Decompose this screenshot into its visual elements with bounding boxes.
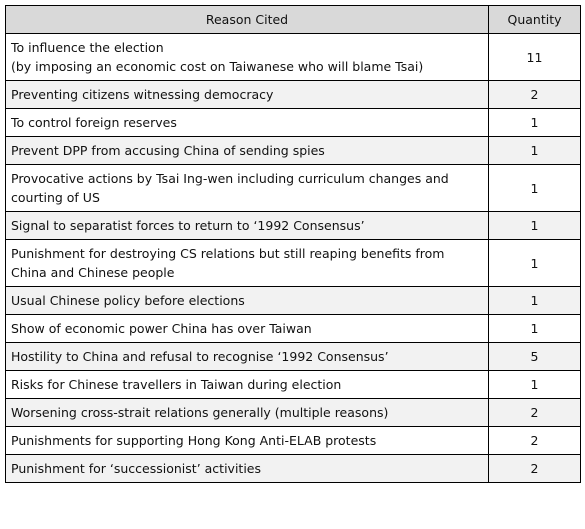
table-row	[6, 427, 581, 455]
reason-cell	[6, 212, 489, 240]
quantity-cell: 2	[489, 455, 581, 483]
reason-text: To control foreign reserves	[11, 115, 177, 130]
header-reason: Reason Cited	[6, 6, 489, 34]
reason-text: Punishment for destroying CS relations but still reaping benefits from	[11, 246, 445, 261]
reason-text: Prevent DPP from accusing China of sending spies	[11, 143, 325, 158]
quantity-cell: 1	[489, 371, 581, 399]
table-row	[6, 165, 581, 212]
quantity-cell: 1	[489, 109, 581, 137]
table-row	[6, 399, 581, 427]
reasons-table	[5, 5, 581, 483]
quantity-cell: 1	[489, 240, 581, 287]
table-body	[6, 34, 581, 483]
table-row	[6, 109, 581, 137]
reason-cell	[6, 34, 489, 81]
reason-text: Show of economic power China has over Taiwan	[11, 321, 312, 336]
reason-text: Usual Chinese policy before elections	[11, 293, 245, 308]
quantity-cell: 1	[489, 315, 581, 343]
quantity-cell: 1	[489, 137, 581, 165]
reason-cell	[6, 371, 489, 399]
reason-text: China and Chinese people	[11, 265, 175, 280]
reason-cell	[6, 287, 489, 315]
table-row	[6, 137, 581, 165]
table-header	[6, 6, 581, 34]
table-row	[6, 343, 581, 371]
reason-cell	[6, 455, 489, 483]
reason-text: (by imposing an economic cost on Taiwanese who will blame Tsai)	[11, 59, 424, 74]
reason-text: Provocative actions by Tsai Ing-wen including curriculum changes and	[11, 171, 449, 186]
reason-cell	[6, 137, 489, 165]
reason-text: Risks for Chinese travellers in Taiwan during election	[11, 377, 342, 392]
reason-text: Preventing citizens witnessing democracy	[11, 87, 274, 102]
table-row	[6, 287, 581, 315]
header-row	[6, 6, 581, 34]
reason-text: Punishments for supporting Hong Kong Anti-ELAB protests	[11, 433, 377, 448]
reasons-table-container	[5, 5, 581, 483]
quantity-cell: 1	[489, 212, 581, 240]
quantity-cell: 1	[489, 287, 581, 315]
table-row	[6, 455, 581, 483]
table-row	[6, 212, 581, 240]
table-row	[6, 315, 581, 343]
quantity-cell: 1	[489, 165, 581, 212]
reason-text: Punishment for ‘successionist’ activities	[11, 461, 261, 476]
table-row	[6, 240, 581, 287]
table-row	[6, 371, 581, 399]
quantity-cell: 5	[489, 343, 581, 371]
quantity-cell: 2	[489, 399, 581, 427]
header-quantity: Quantity	[489, 6, 581, 34]
reason-cell	[6, 427, 489, 455]
reason-cell	[6, 81, 489, 109]
reason-cell	[6, 343, 489, 371]
reason-text: Worsening cross-strait relations generally (multiple reasons)	[11, 405, 389, 420]
quantity-cell: 11	[489, 34, 581, 81]
reason-cell	[6, 165, 489, 212]
reason-cell	[6, 315, 489, 343]
quantity-cell: 2	[489, 81, 581, 109]
reason-text: Signal to separatist forces to return to ‘1992 Consensus’	[11, 218, 365, 233]
reason-cell	[6, 109, 489, 137]
table-row	[6, 34, 581, 81]
reason-cell	[6, 240, 489, 287]
quantity-cell: 2	[489, 427, 581, 455]
reason-text: Hostility to China and refusal to recognise ‘1992 Consensus’	[11, 349, 389, 364]
table-row	[6, 81, 581, 109]
reason-text: courting of US	[11, 190, 100, 205]
reason-cell	[6, 399, 489, 427]
reason-text: To influence the election	[11, 40, 164, 55]
